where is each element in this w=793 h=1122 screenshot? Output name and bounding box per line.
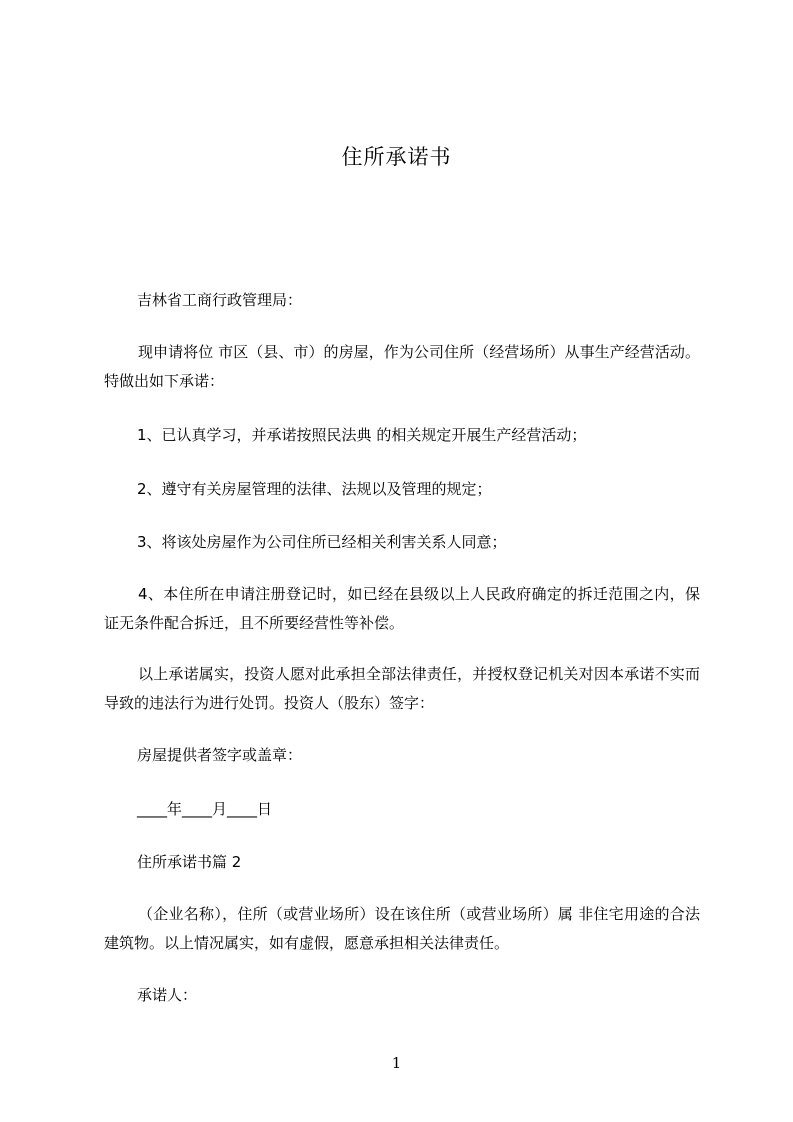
promisor-line: 承诺人： [137, 986, 198, 1004]
date-line: ____年____月____日 [137, 800, 273, 818]
promise-item-1: 1、已认真学习，并承诺按照民法典 的相关规定开展生产经营活动； [137, 426, 587, 444]
provider-signature-line: 房屋提供者签字或盖章： [137, 746, 303, 764]
page-number: 1 [391, 1054, 402, 1072]
document-title: 住所承诺书 [341, 145, 452, 169]
paragraph-declaration: 以上承诺属实，投资人愿对此承担全部法律责任，并授权登记机关对因本承诺不实而导致的违法行为进行处罚。投资人（股东）签字： [104, 665, 700, 712]
promise-item-2: 2、遵守有关房屋管理的法律、法规以及管理的规定； [137, 480, 492, 498]
salutation: 吉林省工商行政管理局： [137, 291, 303, 309]
promise-item-3: 3、将该处房屋作为公司住所已经相关利害关系人同意； [137, 533, 507, 551]
paragraph-application: 现申请将位 市区（县、市）的房屋，作为公司住所（经营场所）从事生产经营活动。特做出如下承诺： [104, 343, 700, 390]
section-2-paragraph: （企业名称），住所（或营业场所）设在该住所（或营业场所）属 非住宅用途的合法建筑物。以上情况属实，如有虚假，愿意承担相关法律责任。 [104, 905, 700, 952]
promise-item-4: 4、本住所在申请注册登记时，如已经在县级以上人民政府确定的拆迁范围之内，保证无条件配合拆迁，且不所要经营性等补偿。 [104, 585, 700, 632]
section-2-heading: 住所承诺书篇 2 [137, 853, 242, 871]
